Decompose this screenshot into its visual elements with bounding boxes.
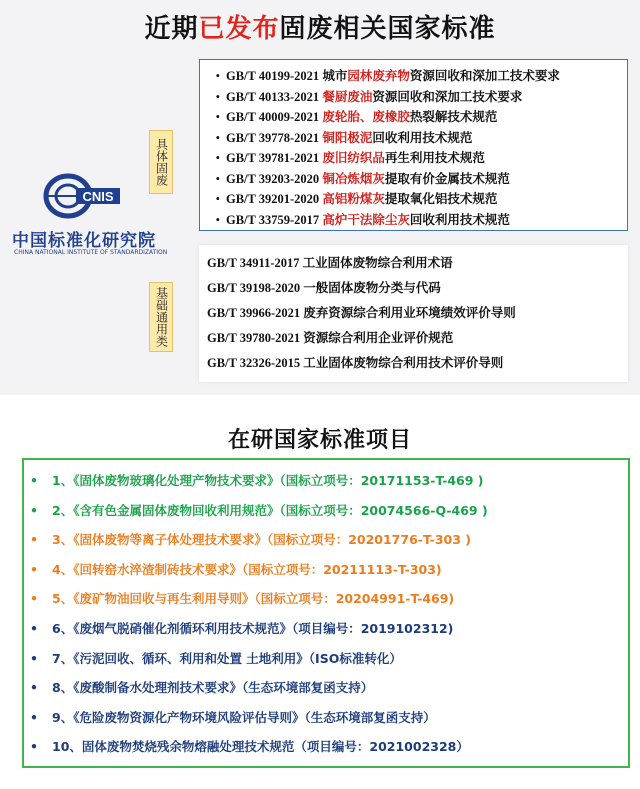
standard-item	[200, 148, 627, 169]
standard-code: GB/T 39201-2020	[226, 192, 323, 206]
research-project-item	[30, 466, 628, 496]
research-project-text: 6、《废烟气脱硝催化剂循环利用技术规范》（项目编号：2019102312)	[52, 620, 454, 636]
research-project-item	[30, 673, 628, 703]
standard-code: GB/T 33759-2017	[226, 212, 323, 227]
general-standards-box	[199, 245, 628, 382]
bullet-icon: •	[215, 151, 220, 165]
bullet-icon: •	[30, 620, 38, 636]
research-project-item	[30, 614, 628, 644]
research-project-text: 10、固体废物焚烧残余物熔融处理技术规范（项目编号：2021002328）	[52, 739, 469, 755]
standard-name-highlight: 高炉干法除尘灰	[322, 212, 410, 227]
research-title: 在研国家标准项目	[227, 428, 412, 453]
bullet-icon: •	[30, 561, 38, 577]
research-project-text: 8、《废酸制备水处理剂技术要求》（生态环境部复函支持）	[52, 680, 374, 696]
standard-name-highlight: 铜阳极泥	[322, 130, 373, 145]
research-project-item	[30, 584, 628, 614]
research-project-text: 4、《回转窑水淬渣制砖技术要求》（国标立项号：20211113-T-303)	[52, 561, 442, 577]
cnis-logo	[6, 172, 166, 262]
standard-name-highlight: 餐厨废油	[322, 89, 373, 104]
research-project-item	[30, 496, 628, 526]
standard-name-post: 回收利用技术规范	[372, 130, 473, 145]
specific-standards-list	[200, 60, 627, 230]
standard-item	[200, 189, 627, 210]
category-tag-general: 基础通用类	[149, 282, 173, 352]
general-standards-list	[199, 245, 628, 376]
standard-item	[200, 210, 627, 231]
logo-abbr: CNIS	[82, 189, 114, 204]
bullet-icon: •	[215, 110, 220, 124]
title-highlight: 已发布	[198, 14, 280, 44]
standard-name-post: 资源回收和深加工技术要求	[372, 89, 523, 104]
standard-name-post: 再生利用技术规范	[384, 151, 485, 165]
research-project-text: 7、《污泥回收、循环、利用和处置 土地利用》（ISO标准转化）	[52, 650, 402, 666]
general-standard-item: GB/T 39966-2021 废弃资源综合利用业环境绩效评价导则	[207, 306, 516, 320]
standard-item	[200, 169, 627, 190]
standard-item	[200, 66, 627, 87]
general-standard-item: GB/T 34911-2017 工业固体废物综合利用术语	[207, 256, 453, 270]
category-tag-specific: 具体固废	[149, 130, 173, 194]
bullet-icon: •	[215, 89, 220, 104]
cnis-emblem-icon	[42, 172, 122, 222]
published-title: 近期已发布固废相关国家标准	[144, 14, 496, 44]
logo-cn-name: 中国标准化研究院	[12, 231, 156, 251]
standard-name-pre: 城市	[322, 69, 348, 83]
bullet-icon: •	[30, 650, 38, 666]
bullet-icon: •	[30, 532, 38, 548]
bullet-icon: •	[30, 502, 38, 518]
research-project-text: 2、《含有色金属固体废物回收利用规范》（国标立项号：20074566-Q-469 )	[52, 502, 488, 518]
bullet-icon: •	[215, 171, 220, 186]
bullet-icon: •	[30, 473, 38, 488]
standard-name-highlight: 废旧纺织品	[322, 151, 385, 165]
research-project-item	[30, 644, 628, 674]
bullet-icon: •	[30, 739, 38, 755]
research-project-item	[30, 525, 628, 555]
research-projects-list	[24, 460, 628, 762]
research-project-text: 9、《危险废物资源化产物环境风险评估导则》（生态环境部复函支持）	[52, 709, 436, 725]
specific-standards-box	[199, 59, 628, 231]
standard-name-post: 热裂解技术规范	[409, 110, 498, 124]
standard-code: GB/T 40009-2021	[226, 110, 323, 124]
standard-name-post: 提取氧化铝技术规范	[384, 192, 498, 206]
standard-item	[200, 128, 627, 149]
standard-code: GB/T 39203-2020	[226, 171, 323, 186]
standard-item	[200, 87, 627, 108]
research-project-text: 5、《废矿物油回收与再生利用导则》（国标立项号：20204991-T-469)	[52, 591, 455, 607]
bullet-icon: •	[30, 709, 38, 725]
general-standard-item: GB/T 32326-2015 工业固体废物综合利用技术评价导则	[207, 356, 504, 370]
standard-name-highlight: 废轮胎、废橡胶	[322, 110, 410, 124]
research-project-item	[30, 703, 628, 733]
bullet-icon: •	[215, 192, 220, 206]
bullet-icon: •	[215, 130, 220, 145]
research-project-text: 3、《固体废物等离子体处理技术要求》（国标立项号：20201776-T-303 )	[52, 532, 472, 548]
standard-name-post: 资源回收和深加工技术要求	[409, 69, 560, 83]
standard-item	[200, 107, 627, 128]
standard-name-post: 回收利用技术规范	[409, 212, 510, 227]
research-project-item	[30, 555, 628, 585]
general-standard-item: GB/T 39780-2021 资源综合利用企业评价规范	[207, 331, 454, 345]
bullet-icon: •	[215, 212, 220, 227]
standard-code: GB/T 39778-2021	[226, 130, 323, 145]
bullet-icon: •	[30, 680, 38, 696]
research-project-item	[30, 732, 628, 762]
logo-en-name: CHINA NATIONAL INSTITUTE OF STANDARDIZATION	[14, 249, 168, 256]
general-standard-item: GB/T 39198-2020 一般固体废物分类与代码	[207, 281, 441, 295]
standard-name-post: 提取有价金属技术规范	[384, 171, 510, 186]
standard-name-highlight: 高铝粉煤灰	[322, 192, 385, 206]
research-projects-box	[22, 458, 630, 768]
standard-code: GB/T 39781-2021	[226, 151, 323, 165]
bullet-icon: •	[30, 591, 38, 607]
bullet-icon: •	[215, 69, 220, 83]
standard-name-highlight: 园林废弃物	[347, 69, 410, 83]
standard-code: GB/T 40133-2021	[226, 89, 323, 104]
standard-name-highlight: 铜冶炼烟灰	[322, 171, 385, 186]
research-project-text: 1、《固体废物玻璃化处理产物技术要求》（国标立项号：20171153-T-469 )	[52, 473, 484, 488]
standard-code: GB/T 40199-2021	[226, 69, 323, 83]
